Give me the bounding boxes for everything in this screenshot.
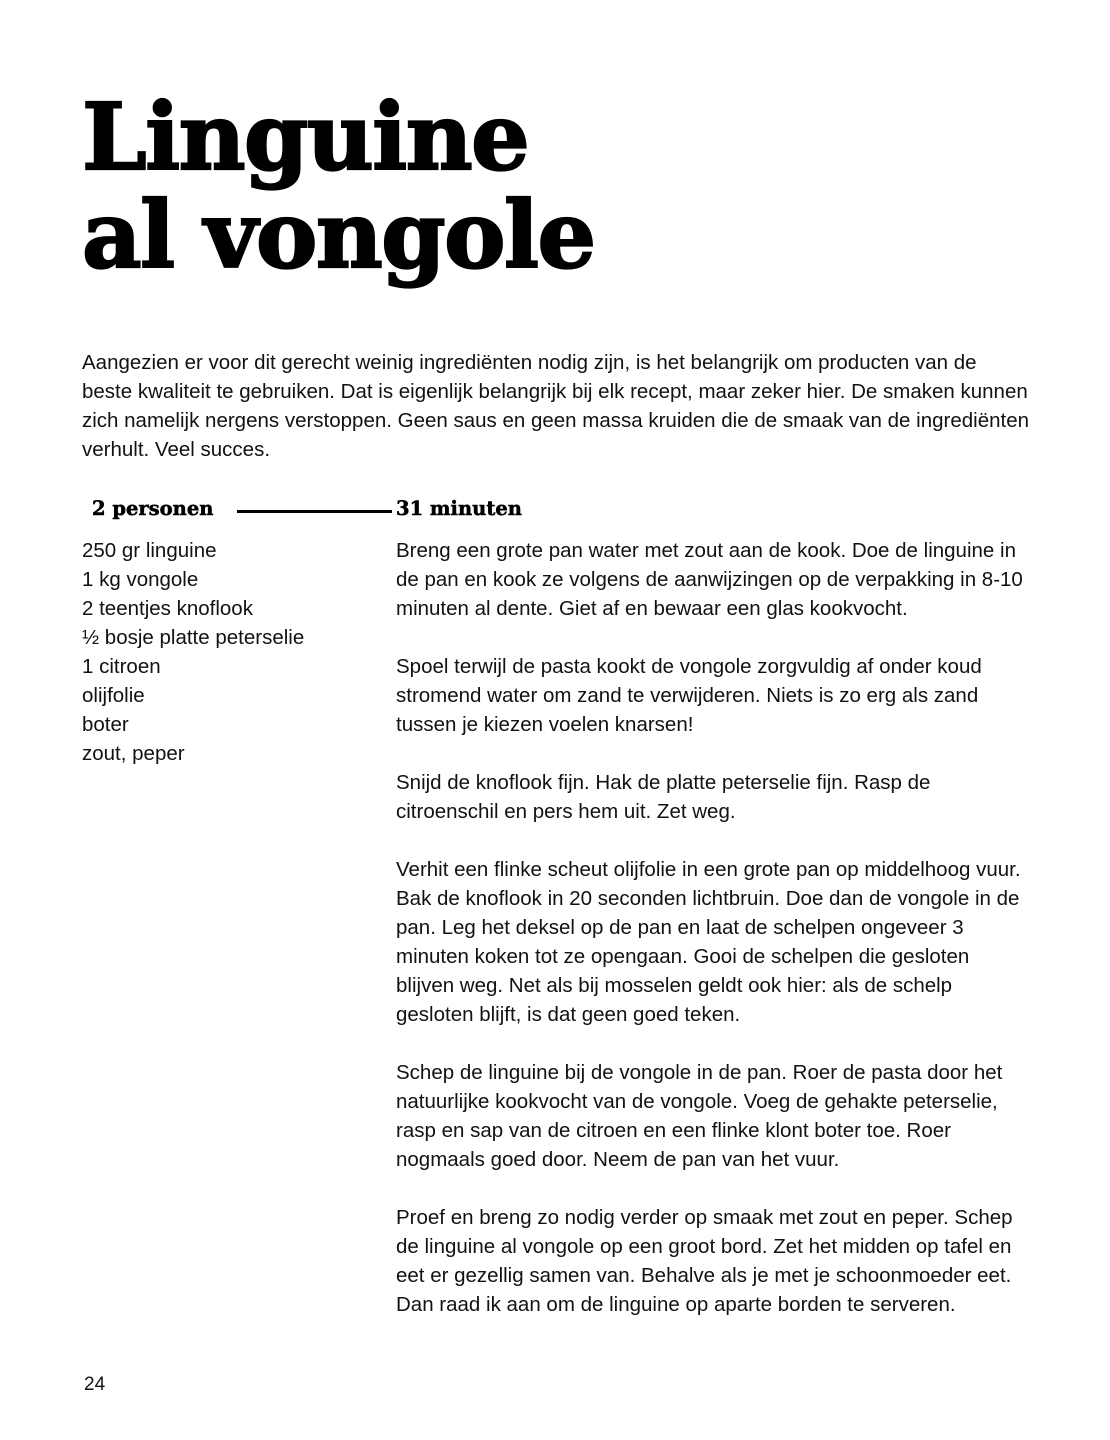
list-item: olijfolie <box>82 684 145 707</box>
servings-label: 2 personen <box>92 497 214 520</box>
instruction-step: Spoel terwijl de pasta kookt de vongole zorgvuldig af onder koud stromend water om zand te verwijderen. Niets is zo erg als zand tussen je kiezen voelen knarsen! <box>396 655 982 736</box>
list-item: zout, peper <box>82 742 185 765</box>
list-item: 2 teentjes knoflook <box>82 597 253 620</box>
instruction-step: Schep de linguine bij de vongole in de pan. Roer de pasta door het natuurlijke kookvocht van de vongole. Voeg de gehakte peterselie, rasp en sap van de citroen en een flinke klont boter toe. Roer nogmaals goed door. Neem de pan van het vuur. <box>396 1061 1003 1171</box>
list-item: 1 citroen <box>82 655 161 678</box>
recipe-meta-row <box>82 497 1030 523</box>
page-number: 24 <box>84 1374 106 1395</box>
list-item: ½ bosje platte peterselie <box>82 626 305 649</box>
recipe-title-line-1: Linguine <box>82 83 529 191</box>
instruction-step: Snijd de knoflook fijn. Hak de platte peterselie fijn. Rasp de citroenschil en pers hem uit. Zet weg. <box>396 771 931 823</box>
recipe-title-line-2: al vongole <box>82 181 595 290</box>
instructions-list <box>396 536 1030 1319</box>
list-item: boter <box>82 713 129 736</box>
instruction-step: Breng een grote pan water met zout aan de kook. Doe de linguine in de pan en kook ze volgens de aanwijzingen op de verpakking in 8-10 minuten al dente. Giet af en bewaar een glas kookvocht. <box>396 539 1023 620</box>
instruction-step: Verhit een flinke scheut olijfolie in een grote pan op middelhoog vuur. Bak de knoflook in 20 seconden lichtbruin. Doe dan de vongole in de pan. Leg het deksel op de pan en laat de schelpen ongeveer 3 minuten koken tot ze opengaan. Gooi de schelpen die gesloten blijven weg. Net als bij mosselen geldt ook hier: als de schelp gesloten blijft, is dat geen goed teken. <box>396 858 1021 1026</box>
cooking-time-label: 31 minuten <box>396 497 522 520</box>
list-item: 1 kg vongole <box>82 568 199 591</box>
recipe-intro-text: Aangezien er voor dit gerecht weinig ingrediënten nodig zijn, is het belangrijk om producten van de beste kwaliteit te gebruiken. Dat is eigenlijk belangrijk bij elk recept, maar zeker hier. De smaken kunnen zich namelijk nergens verstoppen. Geen saus en geen massa kruiden die de smaak van de ingrediënten verhult. Veel succes. <box>82 350 1029 461</box>
page-title <box>82 83 982 290</box>
ingredients-list <box>82 536 382 768</box>
instruction-step: Proef en breng zo nodig verder op smaak met zout en peper. Schep de linguine al vongole op een groot bord. Zet het midden op tafel en eet er gezellig samen van. Behalve als je met je schoonmoeder eet. Dan raad ik aan om de linguine op aparte borden te serveren. <box>396 1206 1013 1316</box>
meta-divider-rule <box>237 510 392 513</box>
list-item: 250 gr linguine <box>82 539 217 562</box>
